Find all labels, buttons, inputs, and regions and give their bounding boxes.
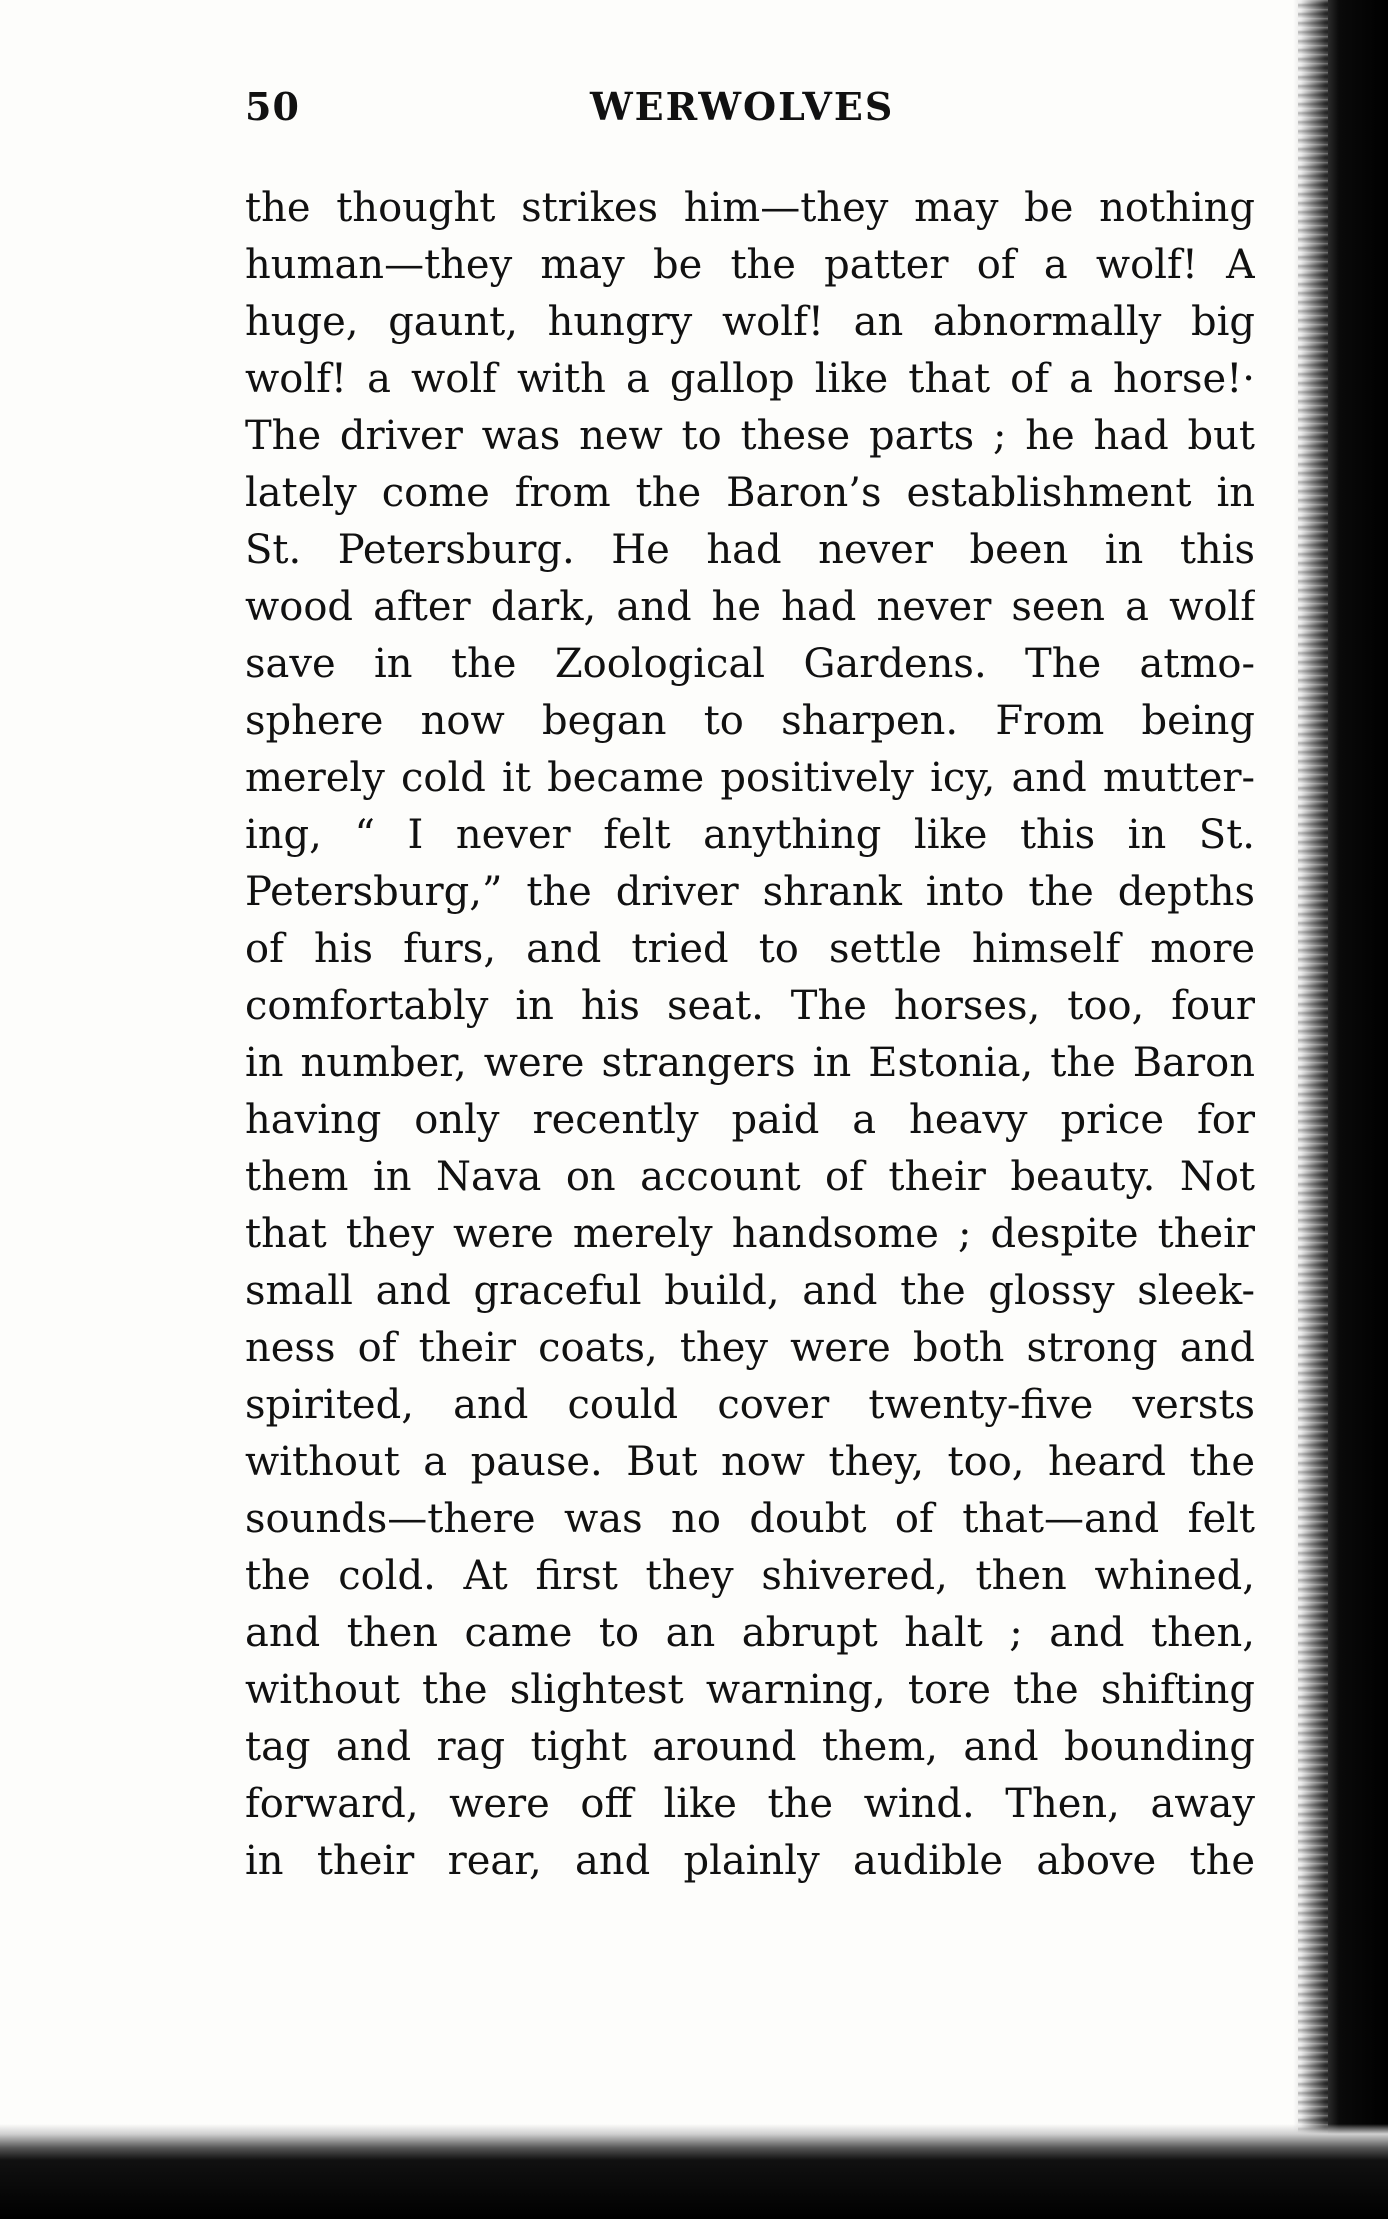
binding-texture (1298, 0, 1328, 2219)
text-line: wood after dark, and he had never seen a wolf (245, 584, 1255, 630)
text-line: them in Nava on account of their beauty. Not (245, 1154, 1255, 1200)
text-line: spirited, and could cover twenty-five versts (245, 1382, 1255, 1428)
text-line: in number, were strangers in Estonia, the Baron (245, 1040, 1255, 1086)
bottom-edge-shadow (0, 2124, 1388, 2219)
text-line: forward, were off like the wind. Then, away (245, 1781, 1255, 1827)
text-line: comfortably in his seat. The horses, too, four (245, 983, 1255, 1029)
page-header (245, 84, 1255, 144)
text-line: in their rear, and plainly audible above the (245, 1838, 1255, 1884)
text-line: sphere now began to sharpen. From being (245, 698, 1255, 744)
text-line: human—they may be the patter of a wolf! A (245, 242, 1255, 288)
text-line: lately come from the Baron’s establishment in (245, 470, 1255, 516)
text-line: without a pause. But now they, too, heard the (245, 1439, 1255, 1485)
text-line: sounds—there was no doubt of that—and felt (245, 1496, 1255, 1542)
text-line: that they were merely handsome ; despite their (245, 1211, 1255, 1257)
text-line: of his furs, and tried to settle himself more (245, 926, 1255, 972)
body-text (245, 180, 1255, 1890)
text-line: merely cold it became positively icy, and mutter- (245, 755, 1255, 801)
text-line: without the slightest warning, tore the shifting (245, 1667, 1255, 1713)
text-line: the thought strikes him—they may be nothing (245, 185, 1255, 231)
text-line: Petersburg,” the driver shrank into the depths (245, 869, 1255, 915)
page-number: 50 (245, 84, 300, 129)
text-line: ing, “ I never felt anything like this in St. (245, 812, 1255, 858)
text-line: wolf! a wolf with a gallop like that of a horse!· (245, 356, 1255, 402)
text-line: St. Petersburg. He had never been in this (245, 527, 1255, 573)
text-line: having only recently paid a heavy price for (245, 1097, 1255, 1143)
text-line: The driver was new to these parts ; he had but (245, 413, 1255, 459)
text-line: and then came to an abrupt halt ; and then, (245, 1610, 1255, 1656)
text-line: huge, gaunt, hungry wolf! an abnormally big (245, 299, 1255, 345)
running-head: WERWOLVES (590, 84, 895, 129)
text-line: small and graceful build, and the glossy sleek- (245, 1268, 1255, 1314)
text-line: ness of their coats, they were both strong and (245, 1325, 1255, 1371)
text-line: the cold. At first they shivered, then whined, (245, 1553, 1255, 1599)
text-line: tag and rag tight around them, and bounding (245, 1724, 1255, 1770)
text-line: save in the Zoological Gardens. The atmo- (245, 641, 1255, 687)
